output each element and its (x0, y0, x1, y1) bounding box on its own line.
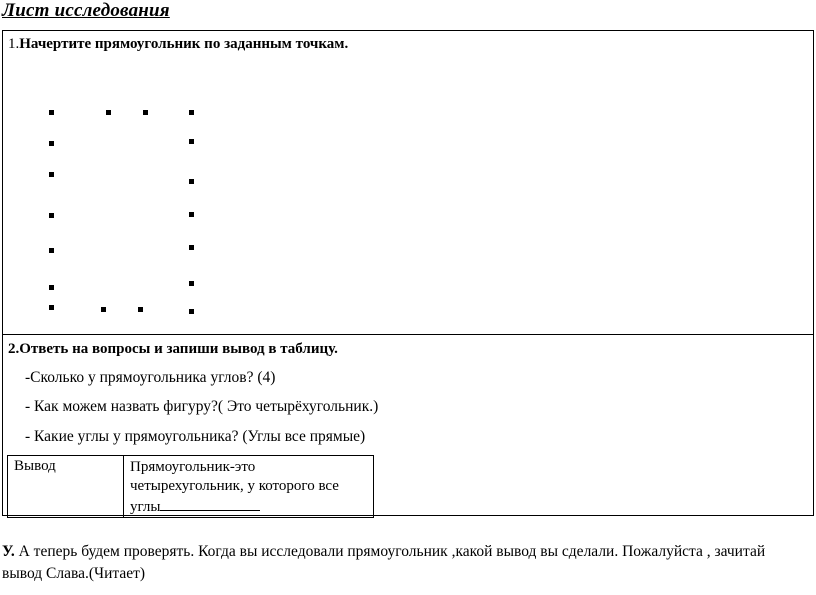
dot (189, 139, 194, 144)
dot (189, 110, 194, 115)
dot (189, 212, 194, 217)
question-1: -Сколько у прямоугольника углов? (4) (25, 369, 276, 386)
dot (143, 110, 148, 115)
dot (106, 110, 111, 115)
worksheet-table (2, 30, 814, 516)
speaker-label: У. (2, 543, 15, 560)
dot (49, 285, 54, 290)
remark-text: А теперь будем проверять. Когда вы исследовали прямоугольник ,какой вывод вы сделали. Пожалуйста , зачитай вывод Слава.(Читает) (2, 543, 766, 582)
task1-cell (3, 31, 813, 335)
answer-blank (160, 496, 260, 511)
conclusion-table (7, 455, 374, 518)
conclusion-line-3-text: углы (130, 499, 161, 515)
conclusion-line-2: четырехугольник, у которого все (130, 478, 339, 494)
dot (49, 172, 54, 177)
page-title: Лист исследования (2, 0, 170, 21)
teacher-remark (2, 541, 802, 585)
conclusion-label: Вывод (8, 456, 124, 517)
question-2: - Как можем назвать фигуру?( Это четырёхугольник.) (25, 398, 379, 415)
dot (189, 245, 194, 250)
dot (49, 248, 54, 253)
dot (101, 307, 106, 312)
question-3: - Какие углы у прямоугольника? (Углы все прямые) (25, 428, 366, 445)
dot (49, 141, 54, 146)
dot (189, 179, 194, 184)
dot (49, 305, 54, 310)
task2-cell (3, 335, 813, 517)
task1-text: Начертите прямоугольник по заданным точкам. (19, 36, 349, 52)
dot (49, 110, 54, 115)
conclusion-line-3 (130, 496, 367, 517)
conclusion-line-1: Прямоугольник-это (130, 459, 256, 475)
dot (189, 309, 194, 314)
conclusion-text (124, 456, 373, 517)
dot (138, 307, 143, 312)
task1-number: 1. (8, 36, 20, 52)
dot (189, 281, 194, 286)
dot (49, 213, 54, 218)
task2-heading: 2.Ответь на вопросы и запиши вывод в таблицу. (8, 341, 338, 357)
rectangle-dots (3, 31, 815, 335)
